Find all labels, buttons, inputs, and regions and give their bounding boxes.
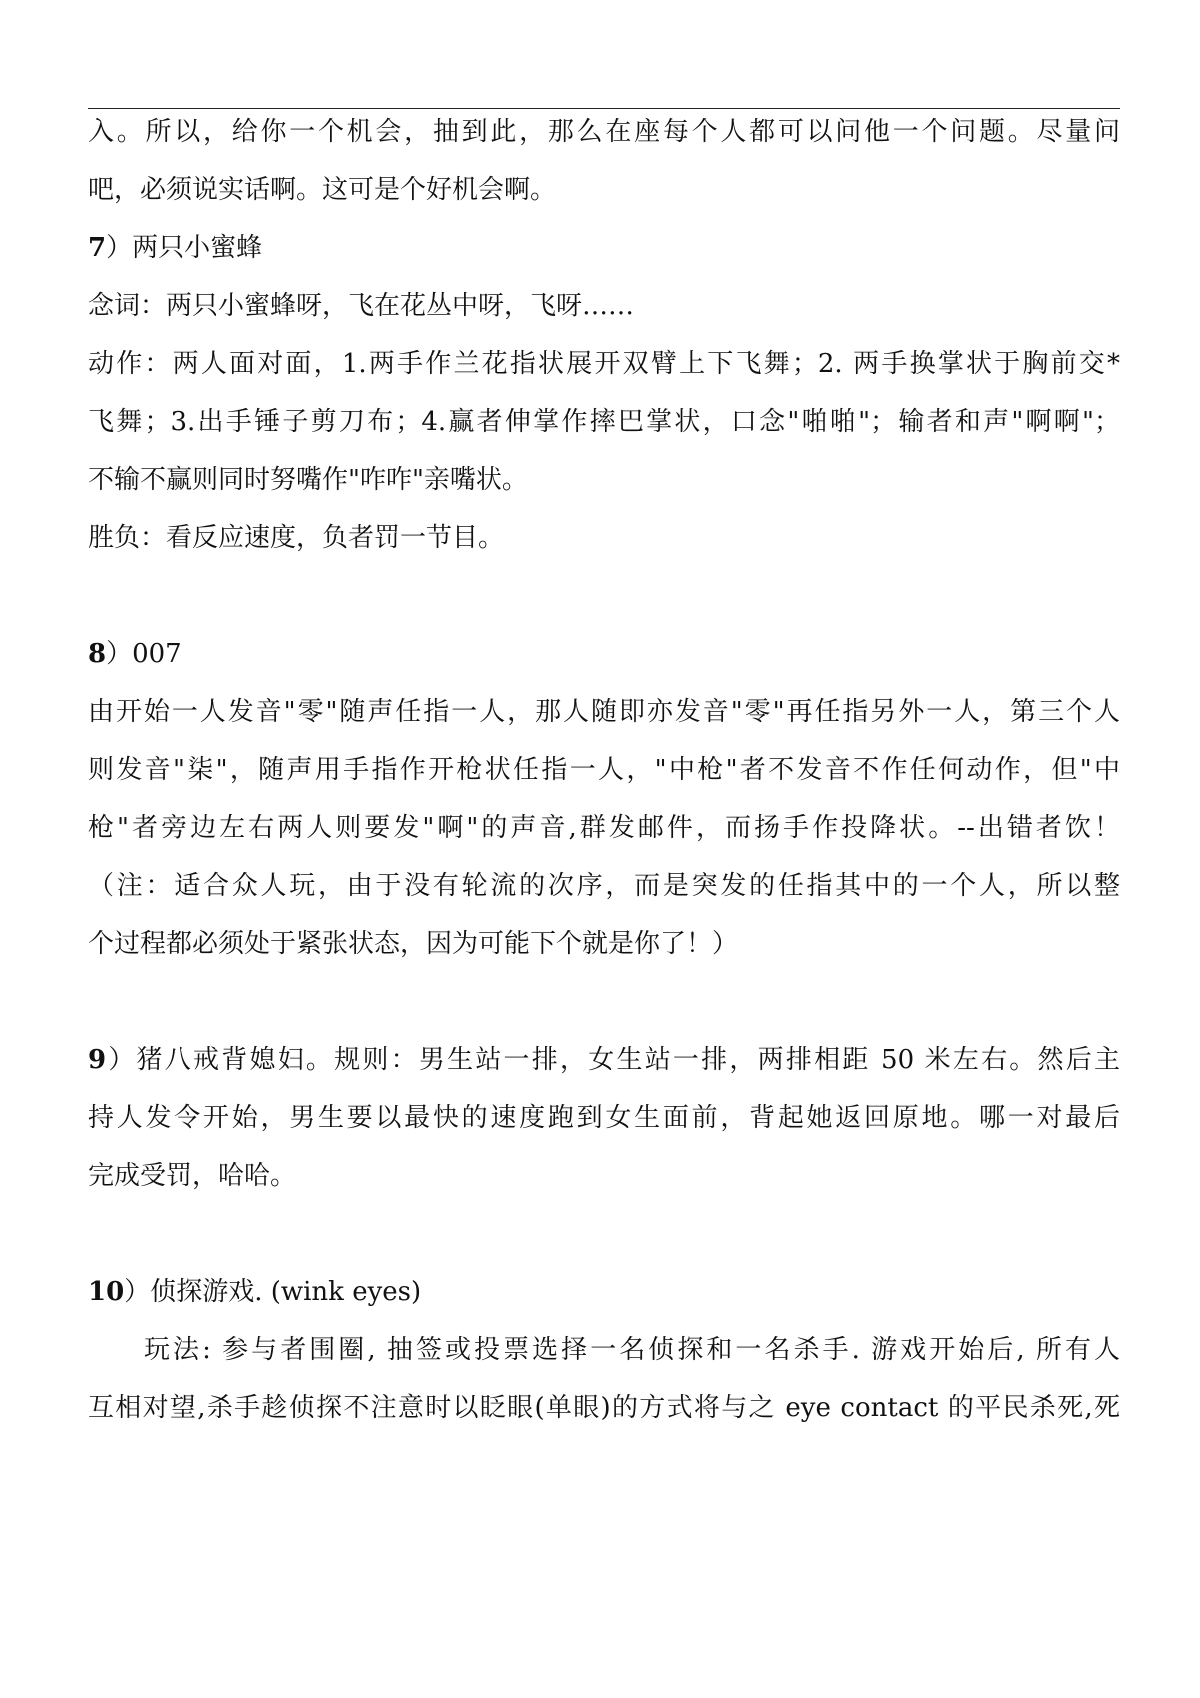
text-line: 互相对望,杀手趁侦探不注意时以眨眼(单眼)的方式将与之 eye contact 的平民杀死,死	[88, 1393, 1120, 1423]
text-line: 动作：两人面对面，1.两手作兰花指状展开双臂上下飞舞；2. 两手换掌状于胸前交*	[88, 349, 1120, 379]
header-rule	[88, 108, 1120, 109]
text-line: 个过程都必须处于紧张状态，因为可能下个就是你了！）	[88, 929, 739, 959]
text-line: 完成受罚，哈哈。	[88, 1161, 297, 1191]
section-heading-10	[88, 1272, 1120, 1312]
section-title: ）两只小蜜蜂	[106, 233, 263, 263]
text-line: （注：适合众人玩，由于没有轮流的次序，而是突发的任指其中的一个人，所以整	[88, 871, 1120, 901]
text-line: 枪"者旁边左右两人则要发"啊"的声音,群发邮件，而扬手作投降状。--出错者饮！	[88, 813, 1120, 843]
section-heading-8	[88, 634, 1120, 674]
text-line: 则发音"柒"，随声用手指作开枪状任指一人，"中枪"者不发音不作任何动作，但"中	[88, 755, 1120, 785]
text-line: 持人发令开始，男生要以最快的速度跑到女生面前，背起她返回原地。哪一对最后	[88, 1103, 1120, 1133]
section-number: 8	[88, 639, 107, 669]
document-page	[88, 0, 1120, 1698]
section-number: 7	[88, 233, 107, 263]
text-line: 吧，必须说实话啊。这可是个好机会啊。	[88, 175, 557, 205]
text-line: 不输不赢则同时努嘴作"咋咋"亲嘴状。	[88, 465, 528, 495]
section-title: ）侦探游戏. (wink eyes)	[124, 1277, 422, 1307]
section-title: ）007	[106, 639, 182, 669]
text-line: 玩法: 参与者围圈, 抽签或投票选择一名侦探和一名杀手. 游戏开始后, 所有人	[144, 1335, 1120, 1365]
section-heading-7	[88, 228, 1120, 268]
section-heading-9	[88, 1040, 1120, 1080]
text-line: 念词：两只小蜜蜂呀，飞在花丛中呀，飞呀……	[88, 291, 635, 321]
section-number: 9	[88, 1045, 107, 1075]
text-line: 入。所以，给你一个机会，抽到此，那么在座每个人都可以问他一个问题。尽量问	[88, 117, 1120, 147]
section-text: ）猪八戒背媳妇。规则：男生站一排，女生站一排，两排相距 50 米左右。然后主	[106, 1045, 1120, 1075]
text-line: 由开始一人发音"零"随声任指一人，那人随即亦发音"零"再任指另外一人，第三个人	[88, 697, 1120, 727]
section-number: 10	[88, 1277, 125, 1307]
text-line: 飞舞；3.出手锤子剪刀布；4.赢者伸掌作摔巴掌状，口念"啪啪"；输者和声"啊啊"；	[88, 407, 1120, 437]
text-line: 胜负：看反应速度，负者罚一节目。	[88, 523, 505, 553]
